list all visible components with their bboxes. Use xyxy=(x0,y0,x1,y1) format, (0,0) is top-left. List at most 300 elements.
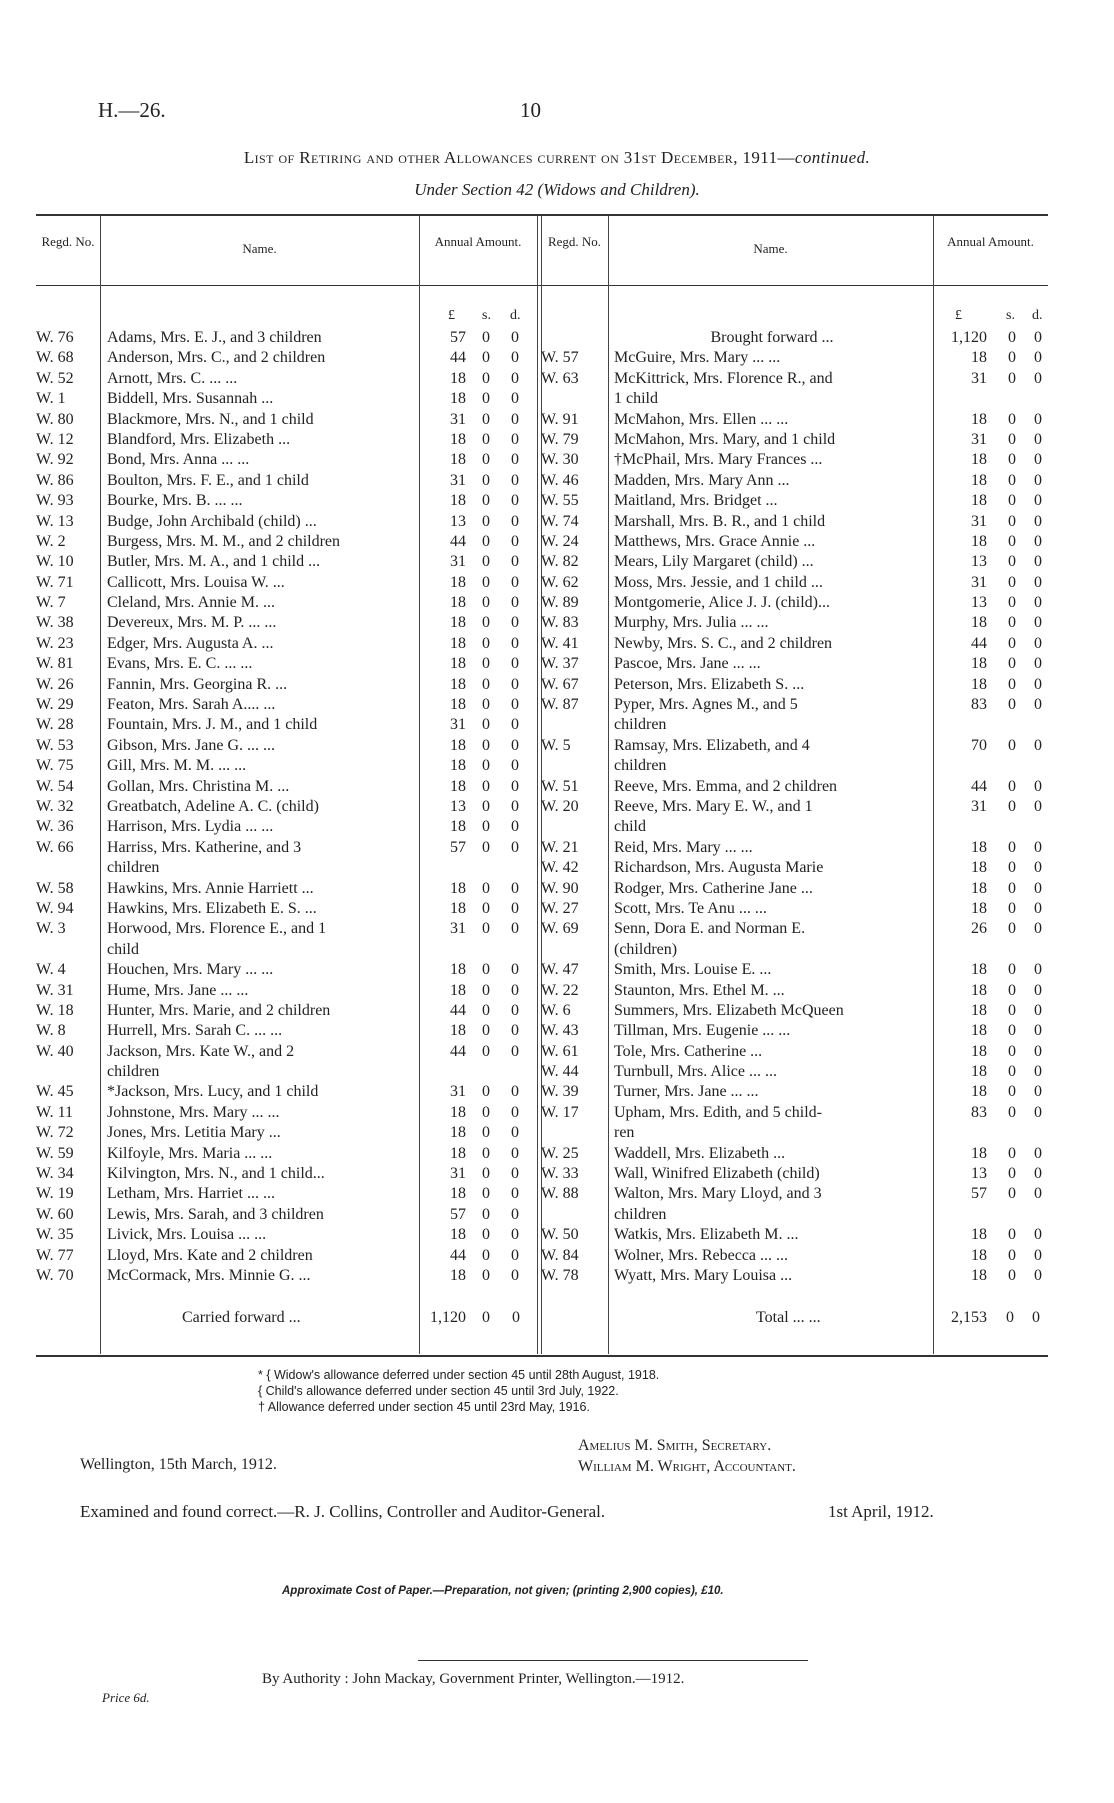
amount-shillings: 0 xyxy=(1008,451,1016,469)
regd-no: W. 66 xyxy=(36,838,74,856)
amount-shillings: 0 xyxy=(482,736,490,754)
regd-no: W. 59 xyxy=(36,1144,74,1162)
amount-pounds: 18 xyxy=(971,1144,987,1162)
allowee-name: Blackmore, Mrs. N., and 1 child xyxy=(107,410,314,428)
allowee-name: Blandford, Mrs. Elizabeth ... xyxy=(107,430,291,448)
allowee-name: Senn, Dora E. and Norman E. xyxy=(614,920,806,938)
allowee-name: 1 child xyxy=(614,390,658,408)
amount-shillings: 0 xyxy=(482,1185,490,1203)
unit-pounds: £ xyxy=(955,308,962,323)
col-divider xyxy=(537,216,538,1354)
table-row xyxy=(36,1225,536,1245)
amount-shillings: 0 xyxy=(1008,349,1016,367)
table-row xyxy=(541,756,1051,776)
amount-pence: 0 xyxy=(1034,634,1042,652)
amount-pence: 0 xyxy=(511,492,519,510)
table-row xyxy=(541,1103,1051,1123)
table-row xyxy=(36,573,536,593)
amount-pence: 0 xyxy=(511,797,519,815)
amount-pounds: 44 xyxy=(971,777,987,795)
amount-shillings: 0 xyxy=(482,655,490,673)
amount-shillings: 0 xyxy=(1008,879,1016,897)
allowee-name: Turner, Mrs. Jane ... ... xyxy=(614,1083,759,1101)
amount-pence: 0 xyxy=(1034,1001,1042,1019)
table-row xyxy=(36,430,536,450)
amount-pounds: 18 xyxy=(450,369,466,387)
amount-pence: 0 xyxy=(511,961,519,979)
amount-shillings: 0 xyxy=(1008,1022,1016,1040)
amount-pence: 0 xyxy=(511,390,519,408)
amount-shillings: 0 xyxy=(482,1205,490,1223)
amount-pence: 0 xyxy=(511,655,519,673)
amount-pounds: 18 xyxy=(450,573,466,591)
amount-pence: 0 xyxy=(1034,696,1042,714)
regd-no: W. 70 xyxy=(36,1266,74,1284)
regd-no: W. 71 xyxy=(36,573,74,591)
regd-no: W. 84 xyxy=(541,1246,579,1264)
amount-shillings: 0 xyxy=(1008,696,1016,714)
amount-shillings: 0 xyxy=(1008,1185,1016,1203)
amount-pence: 0 xyxy=(1034,492,1042,510)
regd-no: W. 33 xyxy=(541,1165,579,1183)
allowee-name: Mears, Lily Margaret (child) ... xyxy=(614,553,814,571)
allowee-name: Staunton, Mrs. Ethel M. ... xyxy=(614,981,785,999)
table-row xyxy=(36,675,536,695)
allowee-name: Montgomerie, Alice J. J. (child)... xyxy=(614,594,830,612)
amount-pounds: 18 xyxy=(971,838,987,856)
table-row xyxy=(36,348,536,368)
amount-pounds: 1,120 xyxy=(951,329,987,346)
amount-shillings: 0 xyxy=(1008,614,1016,632)
regd-no: W. 10 xyxy=(36,553,74,571)
allowee-name: Edger, Mrs. Augusta A. ... xyxy=(107,634,274,652)
amount-shillings: 0 xyxy=(482,573,490,591)
regd-no: W. 62 xyxy=(541,573,579,591)
allowee-name: children xyxy=(614,757,667,775)
table-row xyxy=(36,777,536,797)
table-row xyxy=(36,1246,536,1266)
col-header-regd: Regd. No. xyxy=(547,234,602,249)
amount-pence: 0 xyxy=(511,818,519,836)
amount-pence: 0 xyxy=(1034,553,1042,571)
regd-no: W. 53 xyxy=(36,736,74,754)
total-shillings: 0 xyxy=(1006,1309,1014,1326)
table-row xyxy=(36,879,536,899)
amount-shillings: 0 xyxy=(1008,369,1016,387)
allowee-name: Reid, Mrs. Mary ... ... xyxy=(614,838,753,856)
regd-no: W. 88 xyxy=(541,1185,579,1203)
amount-pence: 0 xyxy=(511,736,519,754)
allowee-name: children xyxy=(107,859,160,877)
allowee-name: Turnbull, Mrs. Alice ... ... xyxy=(614,1063,777,1081)
allowee-name: Fountain, Mrs. J. M., and 1 child xyxy=(107,716,318,734)
regd-no: W. 91 xyxy=(541,410,579,428)
amount-pounds: 18 xyxy=(971,471,987,489)
regd-no: W. 34 xyxy=(36,1165,74,1183)
table-row xyxy=(541,919,1051,939)
amount-pounds: 18 xyxy=(450,634,466,652)
table-row xyxy=(36,491,536,511)
allowee-name: Hume, Mrs. Jane ... ... xyxy=(107,981,249,999)
amount-shillings: 0 xyxy=(482,1246,490,1264)
table-row xyxy=(36,695,536,715)
amount-pounds: 18 xyxy=(450,655,466,673)
allowee-name: Summers, Mrs. Elizabeth McQueen xyxy=(614,1001,844,1019)
regd-no: W. 12 xyxy=(36,430,74,448)
allowee-name: Fannin, Mrs. Georgina R. ... xyxy=(107,675,288,693)
amount-pounds: 18 xyxy=(971,655,987,673)
regd-no: W. 92 xyxy=(36,451,74,469)
regd-no: W. 2 xyxy=(36,532,66,550)
amount-pounds: 70 xyxy=(971,736,987,754)
table-row xyxy=(541,552,1051,572)
allowee-name: ren xyxy=(614,1124,635,1142)
amount-pence: 0 xyxy=(511,410,519,428)
amount-pence: 0 xyxy=(511,1185,519,1203)
amount-pence: 0 xyxy=(511,1144,519,1162)
table-row xyxy=(541,1184,1051,1204)
table-row xyxy=(541,1144,1051,1164)
amount-pence: 0 xyxy=(1034,777,1042,795)
regd-no: W. 18 xyxy=(36,1001,74,1019)
allowee-name: Greatbatch, Adeline A. C. (child) xyxy=(107,797,319,815)
amount-shillings: 0 xyxy=(482,614,490,632)
allowee-name: Harriss, Mrs. Katherine, and 3 xyxy=(107,838,302,856)
table-row xyxy=(541,512,1051,532)
regd-no: W. 41 xyxy=(541,634,579,652)
amount-pounds: 18 xyxy=(971,492,987,510)
table-row xyxy=(36,1062,536,1082)
amount-pence: 0 xyxy=(511,696,519,714)
col-header-name: Name. xyxy=(753,241,788,256)
regd-no: W. 83 xyxy=(541,614,579,632)
right-allowance-table xyxy=(541,328,1051,1286)
table-row xyxy=(541,1123,1051,1143)
allowee-name: Madden, Mrs. Mary Ann ... xyxy=(614,471,790,489)
table-row xyxy=(36,1042,536,1062)
amount-pounds: 18 xyxy=(971,451,987,469)
amount-shillings: 0 xyxy=(1008,1144,1016,1162)
table-row xyxy=(541,858,1051,878)
table-row xyxy=(36,1082,536,1102)
regd-no: W. 94 xyxy=(36,899,74,917)
carried-forward-pounds: 1,120 xyxy=(430,1309,466,1326)
amount-shillings: 0 xyxy=(1008,675,1016,693)
amount-shillings: 0 xyxy=(1008,594,1016,612)
regd-no: W. 25 xyxy=(541,1144,579,1162)
table-row xyxy=(541,593,1051,613)
allowee-name: Murphy, Mrs. Julia ... ... xyxy=(614,614,769,632)
regd-no: W. 50 xyxy=(541,1226,579,1244)
regd-no: W. 32 xyxy=(36,797,74,815)
regd-no: W. 58 xyxy=(36,879,74,897)
amount-pence: 0 xyxy=(1034,471,1042,489)
amount-shillings: 0 xyxy=(482,696,490,714)
amount-pounds: 18 xyxy=(450,777,466,795)
amount-pence: 0 xyxy=(511,1083,519,1101)
amount-pounds: 13 xyxy=(971,594,987,612)
amount-shillings: 0 xyxy=(482,716,490,734)
allowee-name: Brought forward ... xyxy=(710,329,834,346)
allowee-name: Richardson, Mrs. Augusta Marie xyxy=(614,859,824,877)
col-header-name: Name. xyxy=(242,241,277,256)
allowee-name: Reeve, Mrs. Mary E. W., and 1 xyxy=(614,797,813,815)
amount-pence: 0 xyxy=(1034,1144,1042,1162)
allowee-name: Scott, Mrs. Te Anu ... ... xyxy=(614,899,767,917)
auditor-date: 1st April, 1912. xyxy=(828,1502,934,1521)
amount-pounds: 18 xyxy=(450,675,466,693)
amount-pounds: 57 xyxy=(450,329,466,346)
amount-pence: 0 xyxy=(511,675,519,693)
table-row xyxy=(36,389,536,409)
table-row xyxy=(36,715,536,735)
amount-shillings: 0 xyxy=(482,1144,490,1162)
table-row xyxy=(541,1164,1051,1184)
amount-shillings: 0 xyxy=(1008,920,1016,938)
allowee-name: Letham, Mrs. Harriet ... ... xyxy=(107,1185,275,1203)
table-row xyxy=(541,613,1051,633)
amount-pounds: 18 xyxy=(450,981,466,999)
amount-shillings: 0 xyxy=(1008,838,1016,856)
amount-pence: 0 xyxy=(511,1001,519,1019)
allowee-name: Biddell, Mrs. Susannah ... xyxy=(107,390,274,408)
allowee-name: Devereux, Mrs. M. P. ... ... xyxy=(107,614,277,632)
table-row xyxy=(36,838,536,858)
amount-shillings: 0 xyxy=(482,1124,490,1142)
allowee-name: Jackson, Mrs. Kate W., and 2 xyxy=(107,1042,295,1060)
amount-pounds: 44 xyxy=(971,634,987,652)
amount-pounds: 18 xyxy=(971,981,987,999)
allowee-name: McMahon, Mrs. Ellen ... ... xyxy=(614,410,789,428)
amount-pounds: 31 xyxy=(450,410,466,428)
total-label: Total ... ... xyxy=(756,1309,821,1326)
table-row xyxy=(541,899,1051,919)
allowee-name: (children) xyxy=(614,940,678,958)
regd-no: W. 23 xyxy=(36,634,74,652)
regd-no: W. 80 xyxy=(36,410,74,428)
amount-pounds: 18 xyxy=(971,1226,987,1244)
amount-pence: 0 xyxy=(1034,838,1042,856)
amount-pence: 0 xyxy=(1034,675,1042,693)
amount-pounds: 18 xyxy=(971,1083,987,1101)
amount-pence: 0 xyxy=(1034,329,1042,346)
allowee-name: children xyxy=(107,1063,160,1081)
amount-pence: 0 xyxy=(1034,369,1042,387)
allowee-name: children xyxy=(614,1205,667,1223)
table-row xyxy=(541,736,1051,756)
amount-pence: 0 xyxy=(1034,614,1042,632)
amount-pence: 0 xyxy=(511,573,519,591)
amount-pounds: 44 xyxy=(450,349,466,367)
regd-no: W. 51 xyxy=(541,777,579,795)
allowee-name: Marshall, Mrs. B. R., and 1 child xyxy=(614,512,826,530)
allowee-name: Burgess, Mrs. M. M., and 2 children xyxy=(107,532,341,550)
amount-pounds: 13 xyxy=(450,797,466,815)
allowee-name: child xyxy=(107,940,139,958)
carried-forward-shillings: 0 xyxy=(482,1309,490,1326)
amount-pence: 0 xyxy=(511,920,519,938)
table-row xyxy=(36,1144,536,1164)
amount-shillings: 0 xyxy=(1008,492,1016,510)
regd-no: W. 36 xyxy=(36,818,74,836)
carried-forward-label: Carried forward ... xyxy=(182,1309,301,1326)
amount-shillings: 0 xyxy=(482,818,490,836)
amount-pounds: 18 xyxy=(971,349,987,367)
regd-no: W. 43 xyxy=(541,1022,579,1040)
amount-shillings: 0 xyxy=(482,471,490,489)
amount-pounds: 18 xyxy=(971,1001,987,1019)
allowee-name: Pyper, Mrs. Agnes M., and 5 xyxy=(614,696,798,714)
amount-pence: 0 xyxy=(511,716,519,734)
regd-no: W. 39 xyxy=(541,1083,579,1101)
amount-shillings: 0 xyxy=(482,797,490,815)
amount-shillings: 0 xyxy=(1008,797,1016,815)
allowee-name: Budge, John Archibald (child) ... xyxy=(107,512,317,530)
amount-pence: 0 xyxy=(511,757,519,775)
amount-shillings: 0 xyxy=(482,757,490,775)
amount-pence: 0 xyxy=(1034,899,1042,917)
table-row xyxy=(36,858,536,878)
regd-no: W. 20 xyxy=(541,797,579,815)
amount-shillings: 0 xyxy=(1008,512,1016,530)
table-row xyxy=(36,328,536,348)
cost-of-paper: Approximate Cost of Paper.—Preparation, not given; (printing 2,900 copies), £10. xyxy=(282,1585,724,1597)
table-row xyxy=(541,573,1051,593)
amount-shillings: 0 xyxy=(1008,1103,1016,1121)
amount-shillings: 0 xyxy=(482,1165,490,1183)
table-row xyxy=(36,1123,536,1143)
table-row xyxy=(36,450,536,470)
amount-pounds: 83 xyxy=(971,696,987,714)
amount-shillings: 0 xyxy=(1008,1226,1016,1244)
allowee-name: Wyatt, Mrs. Mary Louisa ... xyxy=(614,1266,793,1284)
amount-shillings: 0 xyxy=(482,961,490,979)
table-row xyxy=(541,1205,1051,1225)
allowee-name: Bourke, Mrs. B. ... ... xyxy=(107,492,243,510)
allowee-name: Adams, Mrs. E. J., and 3 children xyxy=(107,329,322,346)
table-row xyxy=(36,919,536,939)
table-row xyxy=(541,450,1051,470)
amount-shillings: 0 xyxy=(482,1103,490,1121)
amount-shillings: 0 xyxy=(1008,573,1016,591)
regd-no: W. 45 xyxy=(36,1083,74,1101)
regd-no: W. 69 xyxy=(541,920,579,938)
amount-shillings: 0 xyxy=(1008,634,1016,652)
amount-pence: 0 xyxy=(1034,512,1042,530)
amount-pence: 0 xyxy=(1034,1083,1042,1101)
amount-pounds: 18 xyxy=(971,1266,987,1284)
regd-no: W. 5 xyxy=(541,736,571,754)
amount-pence: 0 xyxy=(511,1165,519,1183)
page-subtitle: Under Section 42 (Widows and Children). xyxy=(414,180,700,199)
regd-no: W. 30 xyxy=(541,451,579,469)
regd-no: W. 82 xyxy=(541,553,579,571)
table-row xyxy=(541,532,1051,552)
unit-shillings: s. xyxy=(482,308,491,323)
regd-no: W. 47 xyxy=(541,961,579,979)
allowee-name: †McPhail, Mrs. Mary Frances ... xyxy=(614,451,823,469)
amount-shillings: 0 xyxy=(1008,1042,1016,1060)
amount-shillings: 0 xyxy=(482,512,490,530)
amount-pence: 0 xyxy=(1034,1042,1042,1060)
allowee-name: Hawkins, Mrs. Elizabeth E. S. ... xyxy=(107,899,317,917)
allowee-name: Maitland, Mrs. Bridget ... xyxy=(614,492,778,510)
amount-pounds: 31 xyxy=(450,716,466,734)
regd-no: W. 40 xyxy=(36,1042,74,1060)
allowee-name: Hunter, Mrs. Marie, and 2 children xyxy=(107,1001,331,1019)
amount-shillings: 0 xyxy=(1008,981,1016,999)
regd-no: W. 22 xyxy=(541,981,579,999)
amount-shillings: 0 xyxy=(1008,777,1016,795)
regd-no: W. 75 xyxy=(36,757,74,775)
amount-pounds: 18 xyxy=(450,614,466,632)
regd-no: W. 78 xyxy=(541,1266,579,1284)
amount-shillings: 0 xyxy=(482,410,490,428)
table-row xyxy=(36,736,536,756)
total-pounds: 2,153 xyxy=(951,1309,987,1326)
regd-no: W. 11 xyxy=(36,1103,74,1121)
amount-shillings: 0 xyxy=(482,594,490,612)
table-row xyxy=(36,593,536,613)
regd-no: W. 4 xyxy=(36,961,66,979)
allowee-name: Wolner, Mrs. Rebecca ... ... xyxy=(614,1246,789,1264)
footnote: { Child's allowance deferred under section 45 until 3rd July, 1922. xyxy=(258,1384,619,1398)
table-row xyxy=(541,817,1051,837)
amount-pence: 0 xyxy=(511,634,519,652)
amount-pounds: 13 xyxy=(971,1165,987,1183)
amount-pence: 0 xyxy=(1034,410,1042,428)
amount-shillings: 0 xyxy=(1008,1001,1016,1019)
table-row xyxy=(36,654,536,674)
amount-pounds: 13 xyxy=(971,553,987,571)
allowee-name: Newby, Mrs. S. C., and 2 children xyxy=(614,634,833,652)
table-top-rule xyxy=(36,214,1048,216)
amount-pence: 0 xyxy=(1034,1226,1042,1244)
amount-pence: 0 xyxy=(1034,430,1042,448)
price: Price 6d. xyxy=(102,1690,150,1705)
amount-pounds: 18 xyxy=(450,1124,466,1142)
allowee-name: Houchen, Mrs. Mary ... ... xyxy=(107,961,274,979)
regd-no: W. 35 xyxy=(36,1226,74,1244)
amount-shillings: 0 xyxy=(1008,655,1016,673)
allowee-name: Peterson, Mrs. Elizabeth S. ... xyxy=(614,675,805,693)
col-header-amount: Annual Amount. xyxy=(947,234,1034,249)
allowee-name: Featon, Mrs. Sarah A.... ... xyxy=(107,696,276,714)
amount-pounds: 18 xyxy=(971,961,987,979)
regd-no: W. 87 xyxy=(541,696,579,714)
amount-pence: 0 xyxy=(511,451,519,469)
table-row xyxy=(36,471,536,491)
regd-no: W. 1 xyxy=(36,390,66,408)
place-date: Wellington, 15th March, 1912. xyxy=(80,1456,277,1473)
amount-pence: 0 xyxy=(1034,736,1042,754)
regd-no: W. 17 xyxy=(541,1103,579,1121)
table-row xyxy=(541,1246,1051,1266)
regd-no: W. 93 xyxy=(36,492,74,510)
table-row xyxy=(541,410,1051,430)
amount-pence: 0 xyxy=(511,981,519,999)
regd-no: W. 19 xyxy=(36,1185,74,1203)
allowee-name: Evans, Mrs. E. C. ... ... xyxy=(107,655,253,673)
amount-shillings: 0 xyxy=(482,899,490,917)
allowee-name: McMahon, Mrs. Mary, and 1 child xyxy=(614,430,836,448)
table-row xyxy=(36,613,536,633)
amount-pence: 0 xyxy=(511,471,519,489)
allowee-name: children xyxy=(614,716,667,734)
table-row xyxy=(36,1103,536,1123)
allowee-name: Lewis, Mrs. Sarah, and 3 children xyxy=(107,1205,324,1223)
table-row xyxy=(541,328,1051,348)
